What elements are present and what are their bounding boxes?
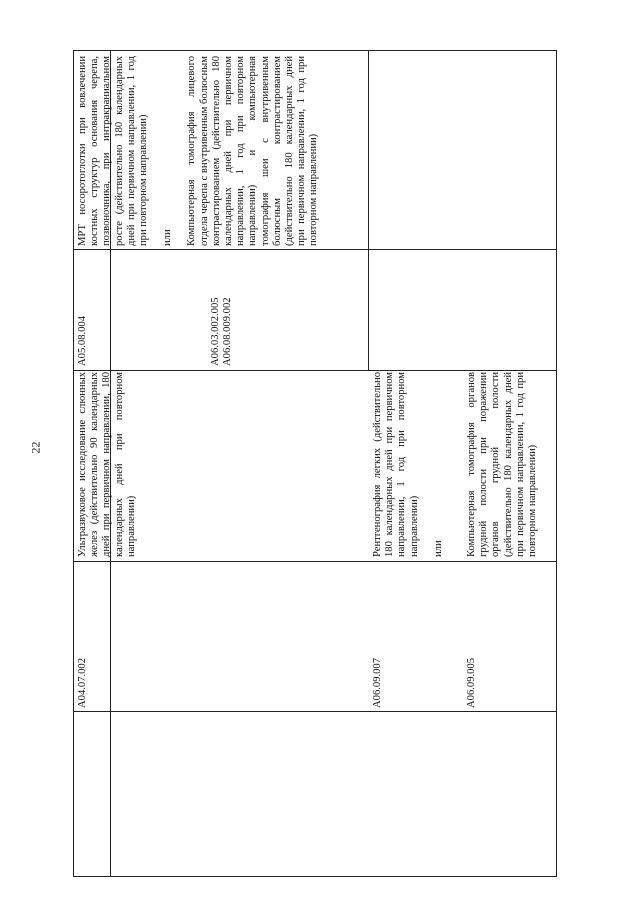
- table-cell-code: [210, 252, 234, 366]
- table-border-bottom: [73, 876, 557, 877]
- service-code: A06.08.009.002: [222, 297, 234, 366]
- service-description: Ультразвуковое исследование слюнных желез (действительно 90 календарных дней при первичном направлении, 180 календарных дней при повторном направлении): [77, 372, 137, 557]
- service-description: Компьютерная томография органов грудной полости при поражении органов грудной полости (действительно 180 календарных дней при первичном направлении, 1 год при повторном направлении): [466, 372, 539, 557]
- row-rule: [73, 711, 557, 712]
- table-border-left: [73, 50, 74, 877]
- table-cell-code: [372, 573, 384, 708]
- table-cell-code: [77, 573, 89, 708]
- table-border-top: [73, 50, 557, 51]
- row-rule: [73, 370, 557, 371]
- table-cell-description: [372, 372, 445, 557]
- service-code: A06.09.007: [372, 657, 383, 708]
- service-description: МРТ носоротоглотки при вовлечении костных структур основания черепа, позвоночника, при интракраниальном росте (действительно 180 календарных дней при первичном направлении, 1 год при повторном направлении): [77, 56, 150, 246]
- table-cell-description: [466, 372, 539, 557]
- table-cell-code: [466, 573, 478, 708]
- row-rule: [73, 249, 557, 250]
- service-description: Рентгенография легких (действительно 180 календарных дней при первичном направлении, 1 год при повторном направлении): [372, 372, 420, 557]
- row-rule: [73, 561, 557, 562]
- service-code: A06.09.005: [466, 657, 477, 708]
- table-cell-code: [77, 252, 89, 366]
- table-border-right: [556, 50, 557, 877]
- or-separator: или: [162, 229, 174, 246]
- service-code: A04.07.002: [77, 657, 88, 708]
- service-code: A06.03.002.005: [210, 297, 221, 366]
- service-description: Компьютерная томография лицевого отдела черепа с внутривенным болюсным контрастированием (действительно 180 календарных дней при первичном направлении, 1 год при повторном направлении) и компьютерная томография шеи с внутривенным болюсным контрастированием (действительно 180 календарных дней при первичном направлении, 1 год при повторном направлении): [186, 56, 320, 246]
- table-cell-description: [77, 372, 138, 557]
- medical-table: [73, 50, 557, 877]
- service-code: A05.08.004: [77, 315, 88, 366]
- table-cell-description: [77, 56, 321, 246]
- or-separator: или: [432, 540, 444, 557]
- page-number: 22: [28, 441, 43, 454]
- column-rule: [368, 50, 369, 370]
